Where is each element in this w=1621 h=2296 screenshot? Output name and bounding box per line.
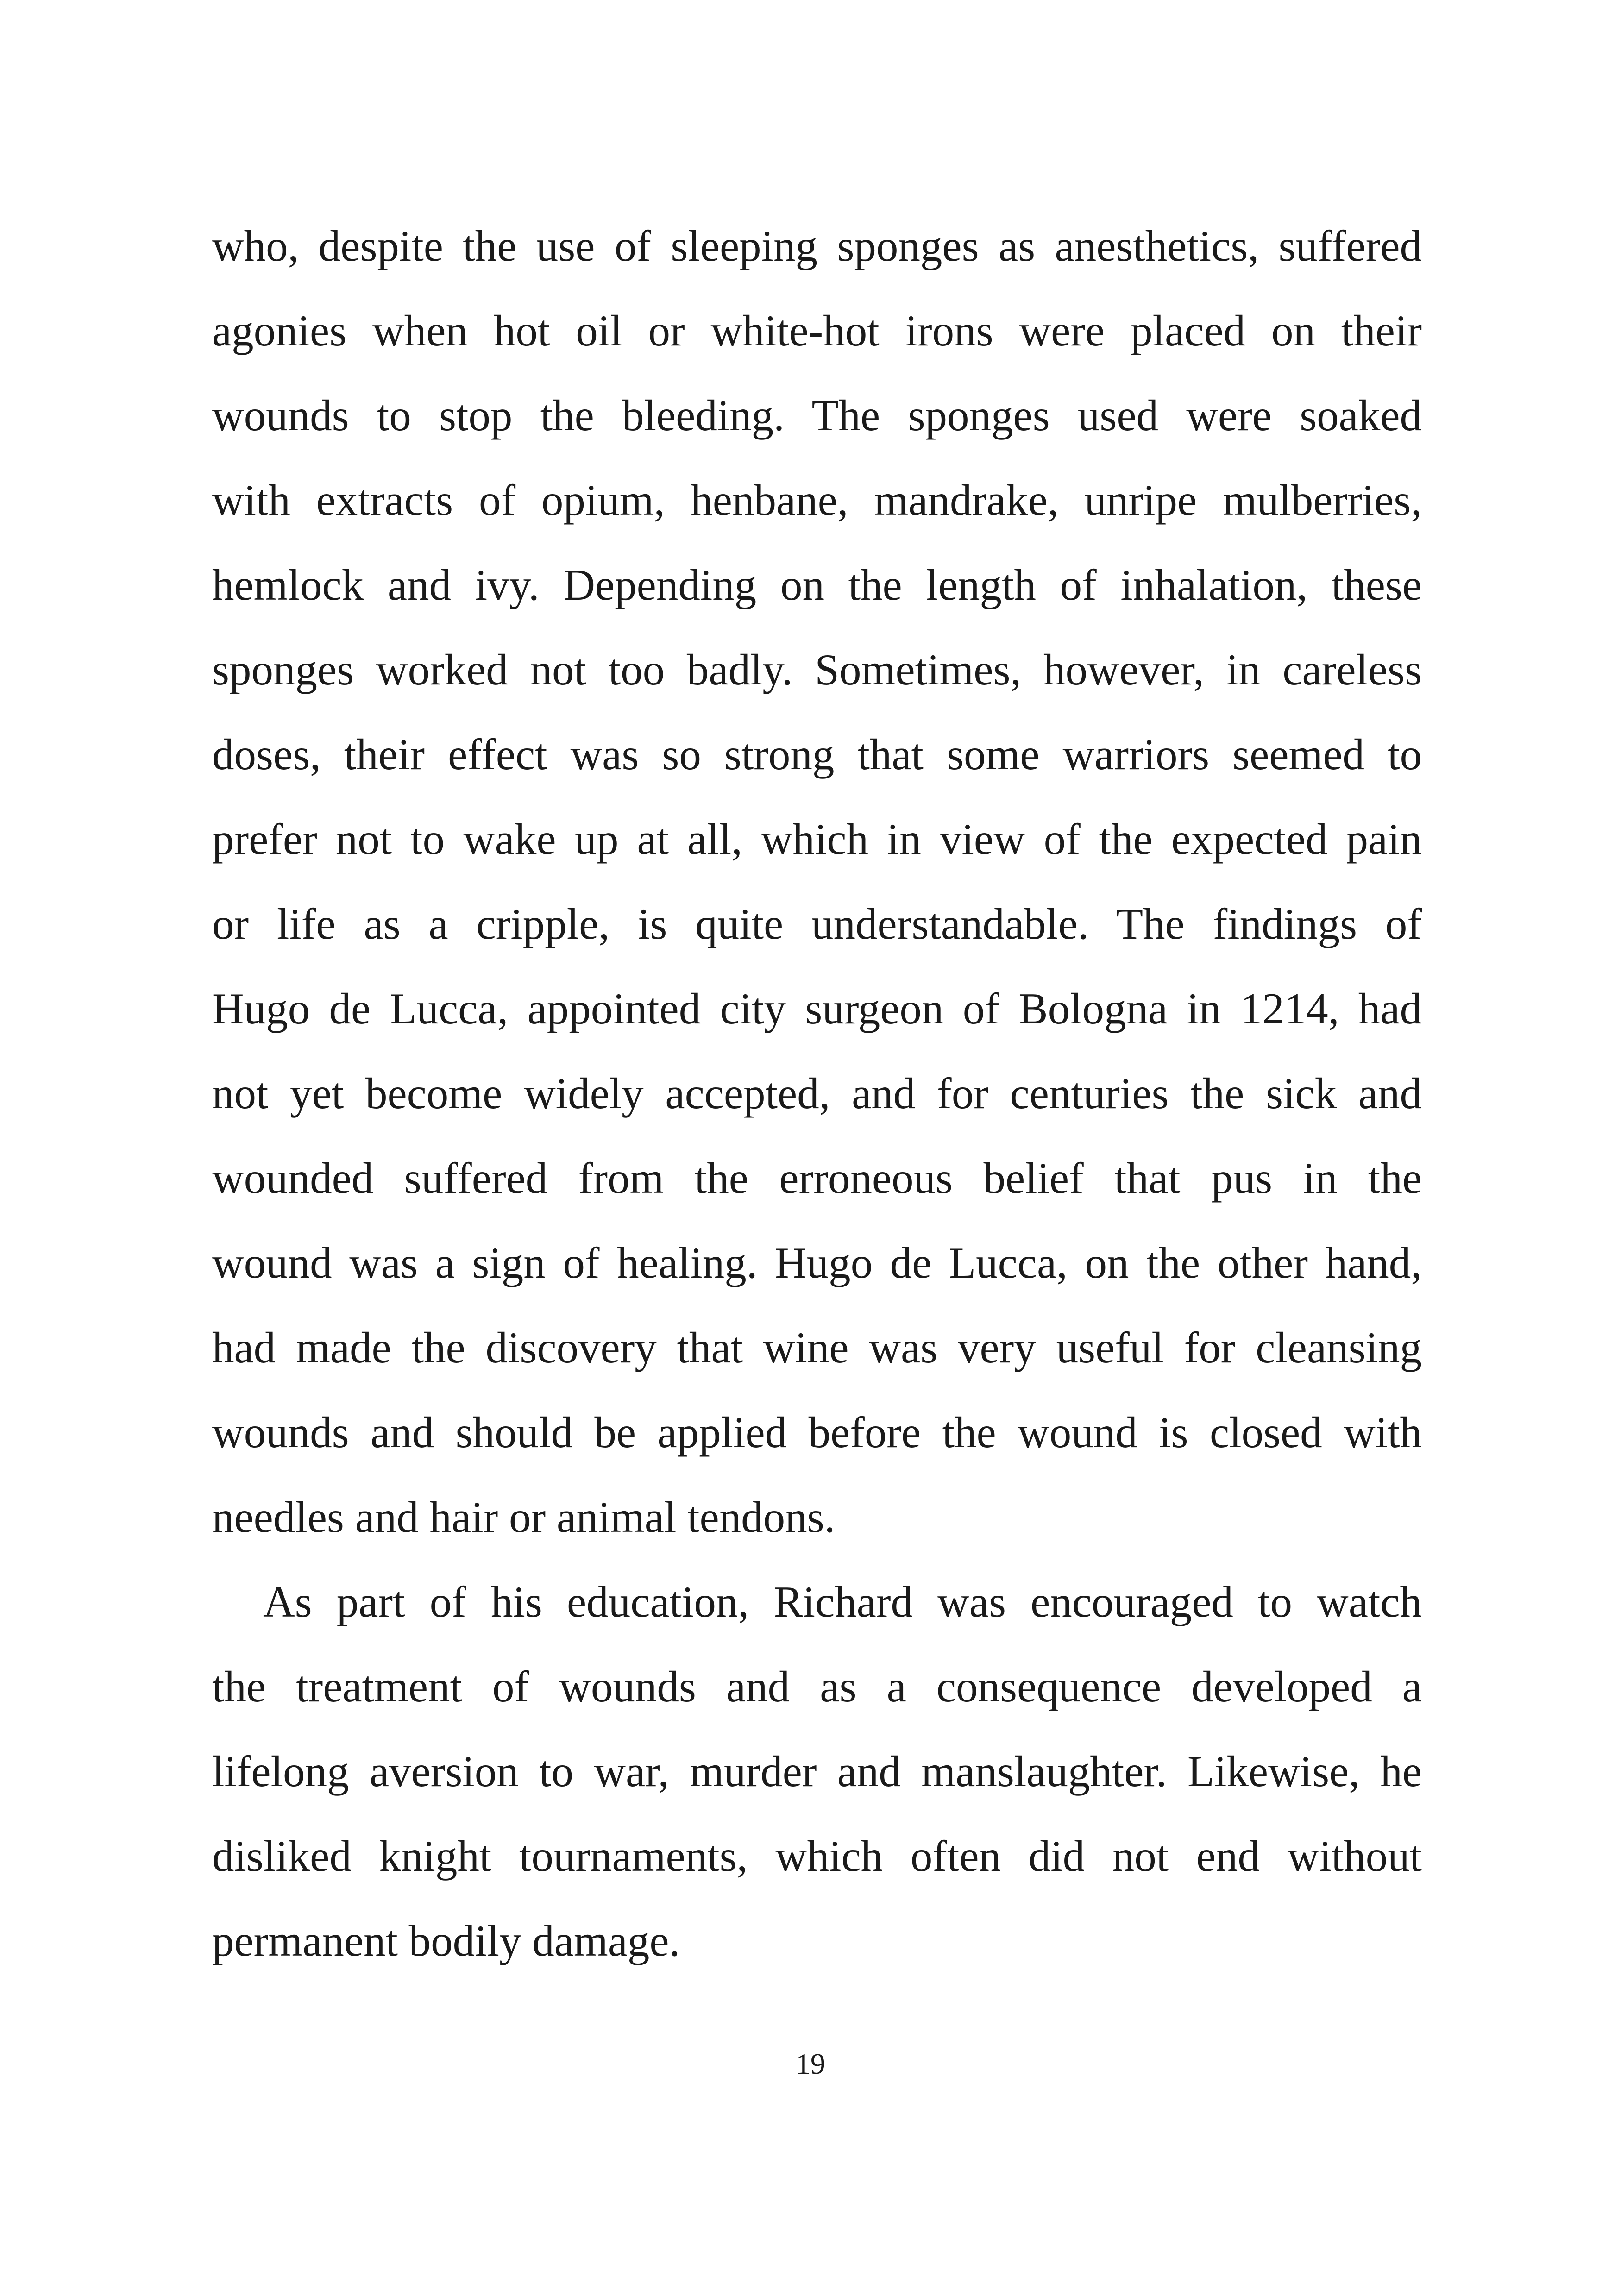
text-line: needles and hair or animal tendons.	[212, 1493, 836, 1542]
text-line: had made the discovery that wine was very useful for cleansing	[212, 1323, 1422, 1372]
text-line: doses, their effect was so strong that some warriors seemed to	[212, 730, 1422, 779]
text-line: wounds to stop the bleeding. The sponges used were soaked	[212, 391, 1422, 440]
text-line: wounded suffered from the erroneous belief that pus in the	[212, 1154, 1422, 1203]
text-line: hemlock and ivy. Depending on the length of inhalation, these	[212, 560, 1422, 609]
text-line: lifelong aversion to war, murder and manslaughter. Likewise, he	[212, 1747, 1422, 1796]
text-line: the treatment of wounds and as a consequence developed a	[212, 1662, 1422, 1711]
text-line: not yet become widely accepted, and for centuries the sick and	[212, 1069, 1422, 1118]
body-text	[212, 204, 1422, 1983]
text-line: Hugo de Lucca, appointed city surgeon of Bologna in 1214, had	[212, 984, 1422, 1033]
text-line: agonies when hot oil or white-hot irons were placed on their	[212, 306, 1422, 355]
text-line: wound was a sign of healing. Hugo de Lucca, on the other hand,	[212, 1238, 1422, 1287]
text-line: sponges worked not too badly. Sometimes, however, in careless	[212, 645, 1422, 694]
text-line: or life as a cripple, is quite understandable. The findings of	[212, 899, 1422, 948]
text-line: prefer not to wake up at all, which in view of the expected pain	[212, 815, 1422, 864]
text-line: with extracts of opium, henbane, mandrake, unripe mulberries,	[212, 476, 1422, 525]
page-number: 19	[796, 2047, 825, 2080]
text-line: permanent bodily damage.	[212, 1916, 680, 1965]
text-line: who, despite the use of sleeping sponges as anesthetics, suffered	[212, 221, 1422, 270]
text-line: disliked knight tournaments, which often did not end without	[212, 1832, 1422, 1881]
text-line: As part of his education, Richard was encouraged to watch	[263, 1577, 1422, 1626]
text-line: wounds and should be applied before the wound is closed with	[212, 1408, 1422, 1457]
